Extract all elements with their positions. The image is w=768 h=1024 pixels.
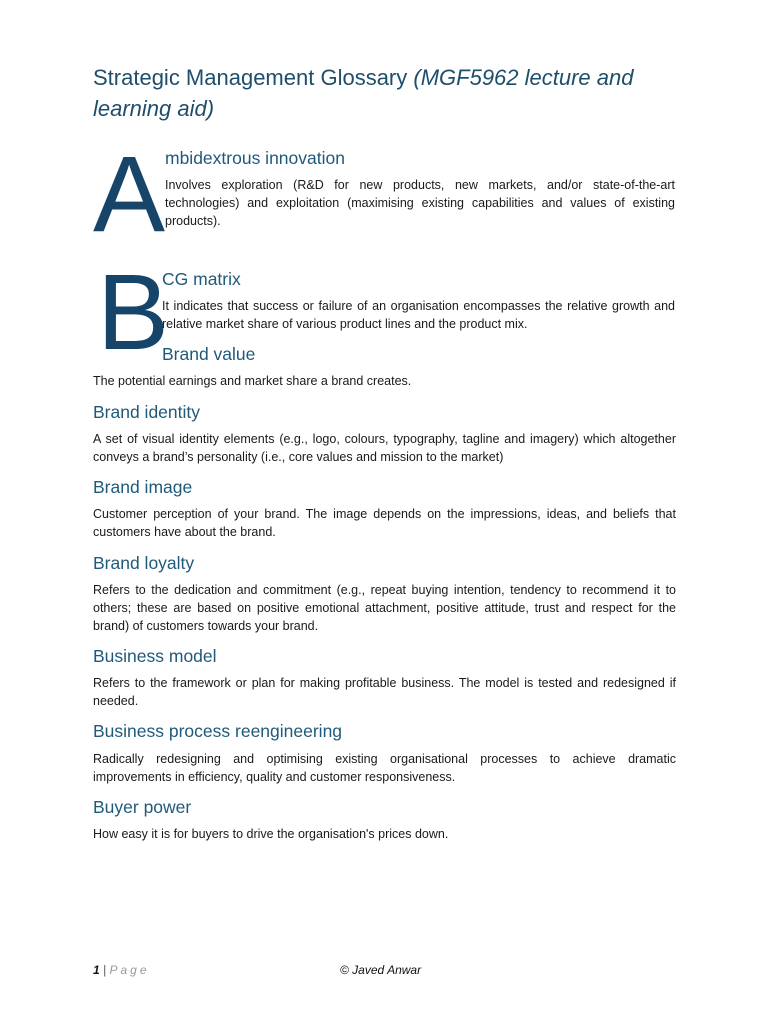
term-brand-image: Brand image [93, 477, 193, 497]
definition-brand-value: The potential earnings and market share a brand creates. [93, 374, 412, 388]
definition-brand-image: Customer perception of your brand. The image depends on the impressions, ideas, and beliefs that customers have about the brand. [93, 507, 676, 539]
document-title [93, 62, 676, 124]
title-subtitle: (MGF5962 lecture and learning aid) [93, 65, 634, 121]
term-brand-value: Brand value [162, 344, 256, 364]
page-number: 1 [93, 963, 100, 977]
definition-buyer-power: How easy it is for buyers to drive the organisation's prices down. [93, 827, 449, 841]
term-brand-identity: Brand identity [93, 402, 201, 422]
definition-business-process-reengineering: Radically redesigning and optimising existing organisational processes to achieve dramatic improvements in efficiency, quality and customer responsiveness. [93, 752, 676, 784]
title-main: Strategic Management Glossary [93, 65, 414, 90]
page-separator: | [99, 963, 110, 977]
page-label: Page [109, 963, 150, 977]
term-bcg-matrix: CG matrix [162, 269, 241, 289]
definition-bcg-matrix: It indicates that success or failure of an organisation encompasses the relative growth and relative market share of various product lines and the product mix. [162, 299, 675, 331]
term-buyer-power: Buyer power [93, 797, 192, 817]
definition-brand-loyalty: Refers to the dedication and commitment (e.g., repeat buying intention, tendency to recommend it to others; these are based on positive emotional attachment, positive attitude, trust and respect for the brand) of customers towards your brand. [93, 583, 676, 633]
footer-author: © Javed Anwar [340, 963, 422, 977]
term-ambidextrous-innovation: mbidextrous innovation [165, 148, 345, 168]
definition-business-model: Refers to the framework or plan for making profitable business. The model is tested and redesigned if needed. [93, 676, 676, 708]
term-business-model: Business model [93, 646, 217, 666]
definition-ambidextrous-innovation: Involves exploration (R&D for new products, new markets, and/or state-of-the-art technologies) and exploitation (maximising existing capabilities and values of existing products). [165, 178, 675, 228]
term-brand-loyalty: Brand loyalty [93, 553, 195, 573]
definition-brand-identity: A set of visual identity elements (e.g., logo, colours, typography, tagline and imagery) which altogether conveys a brand’s personality (i.e., core values and mission to the market) [93, 432, 676, 464]
page-footer [93, 963, 150, 977]
dropcap-b: B [97, 251, 170, 372]
dropcap-a: A [93, 133, 166, 254]
term-business-process-reengineering: Business process reengineering [93, 721, 343, 741]
